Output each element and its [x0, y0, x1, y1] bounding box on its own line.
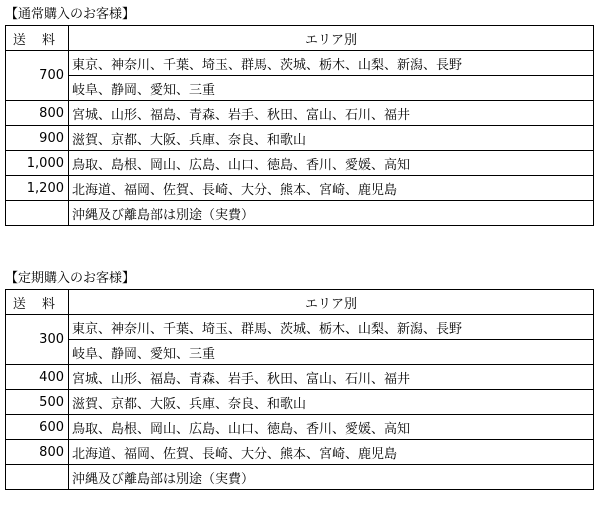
table-row — [6, 315, 594, 340]
shipping-fee-table — [5, 289, 594, 490]
table-row — [6, 126, 594, 151]
section-title: 【通常購入のお客様】 — [5, 7, 136, 22]
table-row — [6, 51, 594, 76]
table-row — [6, 415, 594, 440]
fee-cell: 800 — [6, 101, 69, 126]
fee-cell: 500 — [6, 390, 69, 415]
fee-cell: 600 — [6, 415, 69, 440]
table-header-row — [6, 26, 594, 51]
header-area: エリア別 — [69, 290, 594, 315]
header-area: エリア別 — [69, 26, 594, 51]
shipping-fee-table — [5, 25, 594, 226]
area-cell: 滋賀、京都、大阪、兵庫、奈良、和歌山 — [69, 126, 594, 151]
table-row — [6, 76, 594, 101]
note-cell: 沖縄及び離島部は別途（実費） — [69, 201, 594, 226]
section-title: 【定期購入のお客様】 — [5, 271, 136, 286]
table-row — [6, 390, 594, 415]
shipping-section-regular — [5, 5, 594, 226]
area-cell: 鳥取、島根、岡山、広島、山口、徳島、香川、愛媛、高知 — [69, 415, 594, 440]
header-fee: 送 料 — [6, 26, 69, 51]
fee-cell: 800 — [6, 440, 69, 465]
table-row-note — [6, 465, 594, 490]
area-cell: 岐阜、静岡、愛知、三重 — [69, 76, 594, 101]
fee-cell: 1,000 — [6, 151, 69, 176]
area-cell: 東京、神奈川、千葉、埼玉、群馬、茨城、栃木、山梨、新潟、長野 — [69, 315, 594, 340]
fee-cell: 1,200 — [6, 176, 69, 201]
area-cell: 北海道、福岡、佐賀、長崎、大分、熊本、宮崎、鹿児島 — [69, 176, 594, 201]
area-cell: 岐阜、静岡、愛知、三重 — [69, 340, 594, 365]
area-cell: 宮城、山形、福島、青森、岩手、秋田、富山、石川、福井 — [69, 365, 594, 390]
table-header-row — [6, 290, 594, 315]
fee-cell: 900 — [6, 126, 69, 151]
note-cell: 沖縄及び離島部は別途（実費） — [69, 465, 594, 490]
fee-cell: 400 — [6, 365, 69, 390]
blank-cell — [6, 465, 69, 490]
table-row — [6, 176, 594, 201]
area-cell: 東京、神奈川、千葉、埼玉、群馬、茨城、栃木、山梨、新潟、長野 — [69, 51, 594, 76]
area-cell: 北海道、福岡、佐賀、長崎、大分、熊本、宮崎、鹿児島 — [69, 440, 594, 465]
fee-cell: 300 — [6, 315, 69, 365]
blank-cell — [6, 201, 69, 226]
table-row — [6, 101, 594, 126]
table-row — [6, 151, 594, 176]
table-row — [6, 365, 594, 390]
shipping-section-subscription — [5, 269, 594, 490]
table-row-note — [6, 201, 594, 226]
header-fee: 送 料 — [6, 290, 69, 315]
table-row — [6, 340, 594, 365]
fee-cell: 700 — [6, 51, 69, 101]
area-cell: 滋賀、京都、大阪、兵庫、奈良、和歌山 — [69, 390, 594, 415]
table-row — [6, 440, 594, 465]
area-cell: 宮城、山形、福島、青森、岩手、秋田、富山、石川、福井 — [69, 101, 594, 126]
area-cell: 鳥取、島根、岡山、広島、山口、徳島、香川、愛媛、高知 — [69, 151, 594, 176]
